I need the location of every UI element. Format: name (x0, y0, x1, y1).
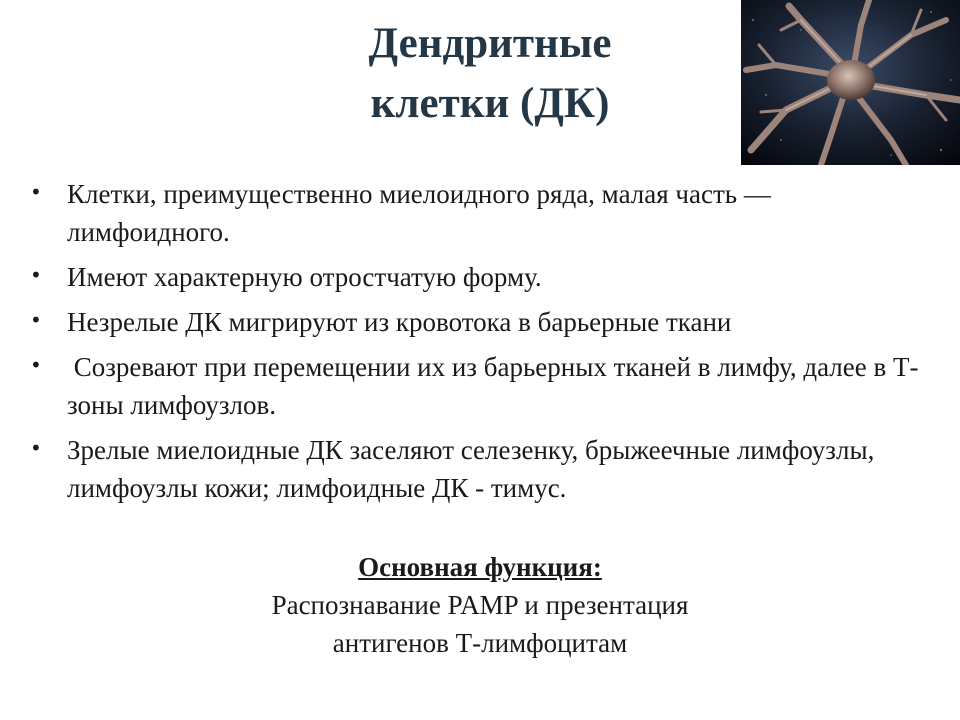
bullet-text: Незрелые ДК мигрируют из кровотока в барьерные ткани (67, 307, 732, 337)
list-item (30, 258, 940, 296)
bullet-text: Созревают при перемещении их из барьерных тканей в лимфу, далее в Т-зоны лимфоузлов. (67, 352, 919, 420)
bullet-list (30, 175, 940, 514)
title-line-1: Дендритные (368, 20, 612, 67)
bullet-text: Имеют характерную отростчатую форму. (67, 262, 542, 292)
function-line-1: Распознавание PAMP и презентация (271, 590, 689, 620)
list-item (30, 175, 940, 251)
title-line-2: клетки (ДК) (370, 80, 610, 127)
bullet-icon: • (30, 436, 42, 460)
function-heading: Основная функция: (358, 552, 602, 582)
dendritic-cell-icon (741, 0, 960, 165)
list-item (30, 431, 940, 507)
bullet-icon: • (30, 180, 42, 204)
bullet-icon: • (30, 353, 42, 377)
function-line-2: антигенов Т-лимфоцитам (332, 628, 628, 658)
list-item (30, 303, 940, 341)
bullet-icon: • (30, 263, 42, 287)
bullet-text: Зрелые миелоидные ДК заселяют селезенку, брыжеечные лимфоузлы, лимфоузлы кожи; лимфоидные ДК - тимус. (67, 435, 875, 503)
list-item (30, 348, 940, 424)
main-function-block (90, 548, 870, 662)
bullet-icon: • (30, 308, 42, 332)
slide-title (230, 14, 750, 134)
bullet-text: Клетки, преимущественно миелоидного ряда, малая часть — лимфоидного. (67, 179, 771, 247)
